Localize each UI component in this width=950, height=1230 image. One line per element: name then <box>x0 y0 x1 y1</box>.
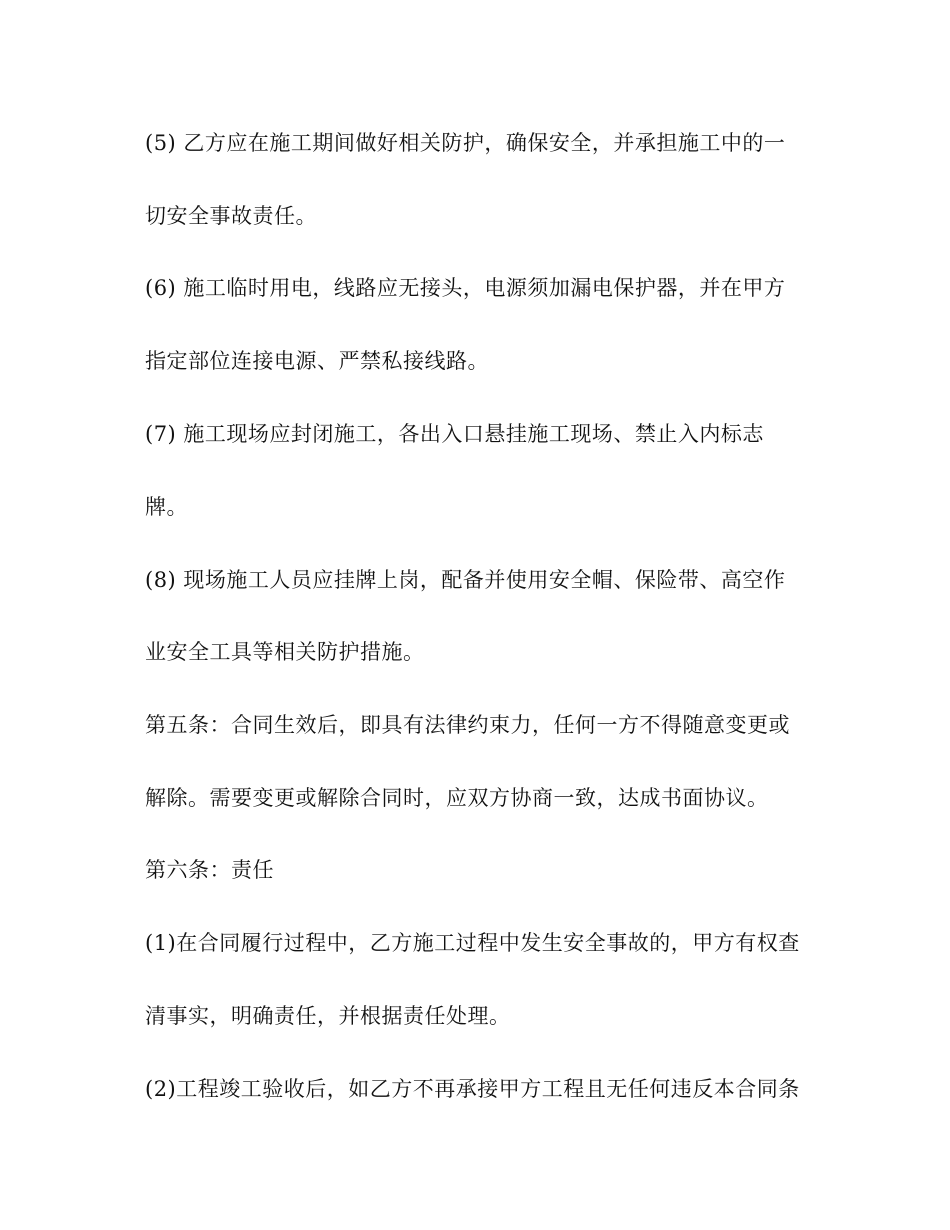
text-line-clause-6b: 指定部位连接电源、严禁私接线路。 <box>145 349 489 373</box>
text-line-clause-5b: 切安全事故责任。 <box>145 204 317 228</box>
text-line-responsibility-1a: (1)在合同履行过程中，乙方施工过程中发生安全事故的，甲方有权查 <box>145 931 800 955</box>
text-line-clause-8a: (8) 现场施工人员应挂牌上岗，配备并使用安全帽、保险带、高空作 <box>145 568 786 592</box>
text-line-article-5b: 解除。需要变更或解除合同时，应双方协商一致，达成书面协议。 <box>145 786 769 810</box>
text-line-article-6-heading: 第六条：责任 <box>145 858 274 882</box>
text-line-clause-5a: (5) 乙方应在施工期间做好相关防护，确保安全，并承担施工中的一 <box>145 131 786 155</box>
text-line-clause-7b: 牌。 <box>145 495 188 519</box>
text-line-clause-7a: (7) 施工现场应封闭施工，各出入口悬挂施工现场、禁止入内标志 <box>145 422 764 446</box>
text-line-responsibility-2a: (2)工程竣工验收后，如乙方不再承接甲方工程且无任何违反本合同条 <box>145 1077 800 1101</box>
text-line-responsibility-1b: 清事实，明确责任，并根据责任处理。 <box>145 1004 511 1028</box>
text-line-clause-6a: (6) 施工临时用电，线路应无接头，电源须加漏电保护器，并在甲方 <box>145 276 786 300</box>
text-line-clause-8b: 业安全工具等相关防护措施。 <box>145 640 425 664</box>
text-line-article-5a: 第五条：合同生效后，即具有法律约束力，任何一方不得随意变更或 <box>145 713 790 737</box>
